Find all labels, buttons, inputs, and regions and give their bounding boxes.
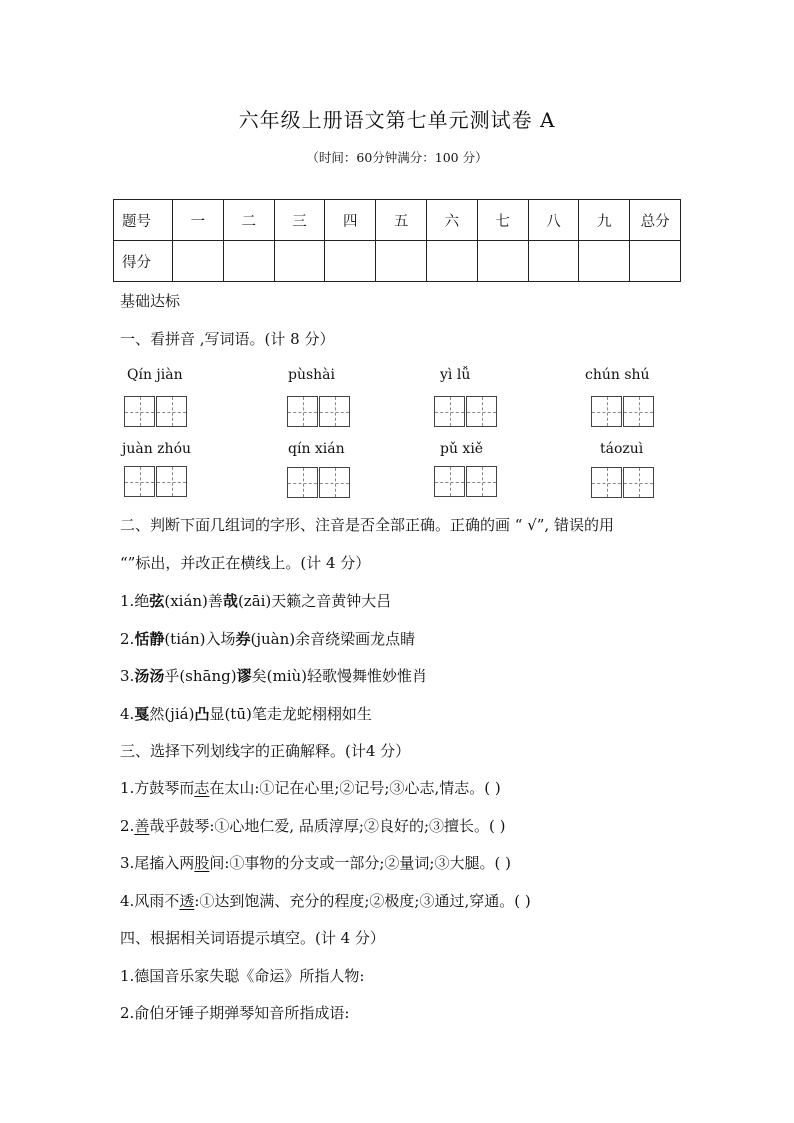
score-input-cell[interactable]: [274, 241, 325, 282]
score-table-header-row: [114, 200, 681, 241]
score-input-cell[interactable]: [477, 241, 528, 282]
q4-title: 四、根据相关词语提示填空。(计 4 分）: [120, 929, 385, 947]
page-title: 六年级上册语文第七单元测试卷 A: [238, 108, 556, 132]
q2-item-1: 1.绝弦(xián)善哉(zāi)天籁之音黄钟大吕: [120, 592, 392, 610]
score-input-cell[interactable]: [426, 241, 477, 282]
q2-title-line1: 二、判断下面几组词的字形、注音是否全部正确。正确的画 “ √”, 错误的用: [120, 516, 614, 534]
score-header-total: 总分: [630, 200, 681, 241]
score-input-cell[interactable]: [223, 241, 274, 282]
score-row-label: 得分: [114, 241, 173, 282]
pinyin-label: pǔ xiě: [440, 441, 484, 457]
q3-item-4: 4.风雨不透:①达到饱满、充分的程度;②极度;③通过,穿通。( ): [120, 892, 531, 910]
pinyin-label: chún shú: [585, 367, 650, 383]
writing-box-pair[interactable]: [124, 396, 187, 427]
pinyin-label: táozuì: [600, 441, 644, 457]
writing-box-pair[interactable]: [434, 396, 497, 427]
score-header-cell: 二: [223, 200, 274, 241]
writing-box-pair[interactable]: [287, 467, 350, 498]
score-header-label: 题号: [114, 200, 173, 241]
section-label: 基础达标: [120, 292, 181, 310]
score-input-cell[interactable]: [376, 241, 427, 282]
q4-item-1: 1.德国音乐家失聪《命运》所指人物:: [120, 967, 365, 985]
score-header-cell: 一: [173, 200, 224, 241]
q1-title: 一、看拼音 ,写词语。(计 8 分）: [120, 330, 335, 348]
q2-title-line2: “”标出，并改正在横线上。(计 4 分）: [120, 554, 371, 572]
score-input-cell[interactable]: [325, 241, 376, 282]
pinyin-label: yì lǚ: [440, 367, 471, 383]
pinyin-label: Qín jiàn: [127, 367, 183, 383]
writing-box-pair[interactable]: [591, 396, 654, 427]
pinyin-label: pùshài: [288, 367, 336, 383]
pinyin-label: qín xián: [288, 441, 345, 457]
q2-item-3: 3.汤汤乎(shāng)谬矣(miù)轻歌慢舞惟妙惟肖: [120, 667, 428, 685]
page-subtitle: （时间：60分钟满分：100 分）: [306, 150, 488, 165]
score-input-cell[interactable]: [173, 241, 224, 282]
q2-item-4: 4.戛然(jiá)凸显(tū)笔走龙蛇栩栩如生: [120, 705, 372, 723]
score-table-score-row: [114, 241, 681, 282]
score-header-cell: 六: [426, 200, 477, 241]
score-header-cell: 五: [376, 200, 427, 241]
q4-item-2: 2.俞伯牙锤子期弹琴知音所指成语:: [120, 1004, 350, 1022]
writing-box-pair[interactable]: [591, 467, 654, 498]
q3-item-3: 3.尾搐入两股间:①事物的分支或一部分;②量词;③大腿。( ): [120, 854, 511, 872]
score-header-cell: 八: [528, 200, 579, 241]
score-input-cell[interactable]: [579, 241, 630, 282]
q2-item-2: 2.恬静(tián)入场券(juàn)余音绕梁画龙点睛: [120, 630, 416, 648]
q3-title: 三、选择下列划线字的正确解释。(计4 分）: [120, 742, 411, 760]
score-header-cell: 七: [477, 200, 528, 241]
score-header-cell: 四: [325, 200, 376, 241]
score-input-cell[interactable]: [528, 241, 579, 282]
score-input-cell[interactable]: [630, 241, 681, 282]
score-header-cell: 三: [274, 200, 325, 241]
score-header-cell: 九: [579, 200, 630, 241]
writing-box-pair[interactable]: [124, 466, 187, 497]
q3-item-1: 1.方鼓琴而志在太山:①记在心里;②记号;③心志,情志。( ): [120, 779, 501, 797]
score-table: [113, 199, 681, 282]
pinyin-label: juàn zhóu: [122, 441, 192, 457]
q3-item-2: 2.善哉乎鼓琴:①心地仁爱, 品质淳厚;②良好的;③擅长。( ): [120, 817, 506, 835]
writing-box-pair[interactable]: [287, 396, 350, 427]
writing-box-pair[interactable]: [434, 466, 497, 497]
